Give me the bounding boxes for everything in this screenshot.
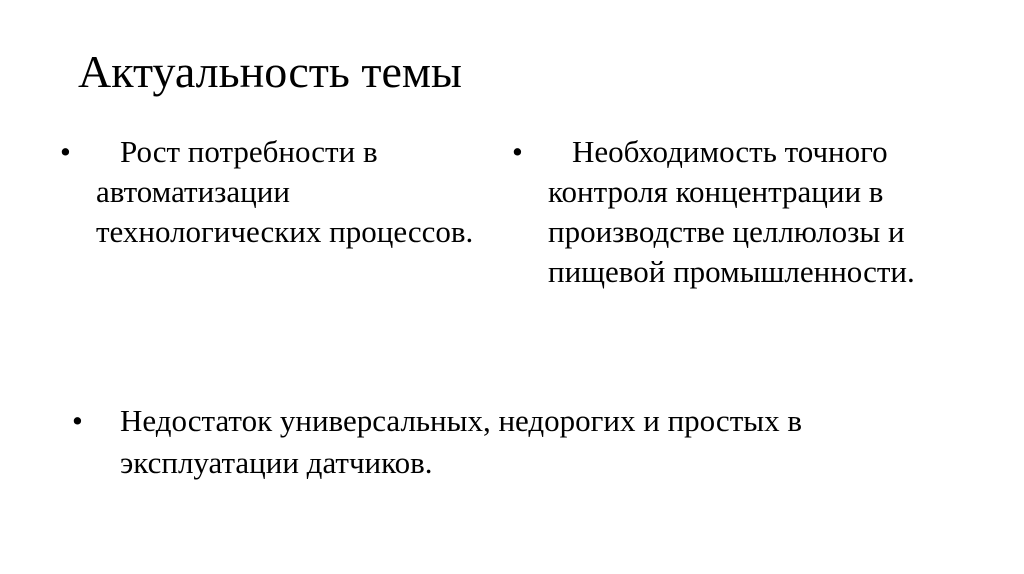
- bullet-text-automation: Рост потребности в автоматизации технологических процессов.: [96, 134, 474, 249]
- bullet-icon: •: [72, 403, 83, 438]
- bottom-block: [60, 400, 980, 484]
- left-column: [60, 132, 480, 252]
- right-column: [512, 132, 942, 292]
- bullet-item-control: [512, 132, 942, 292]
- bullet-text-sensors: Недостаток универсальных, недорогих и простых в эксплуатации датчиков.: [120, 403, 802, 480]
- bullet-item-sensors: [60, 400, 980, 484]
- bullet-icon: •: [60, 134, 71, 169]
- bullet-icon: •: [512, 134, 523, 169]
- bullet-item-automation: [60, 132, 480, 252]
- bullet-text-control: Необходимость точного контроля концентрации в производстве целлюлозы и пищевой промышленности.: [548, 134, 915, 289]
- slide-title: Актуальность темы: [78, 46, 462, 97]
